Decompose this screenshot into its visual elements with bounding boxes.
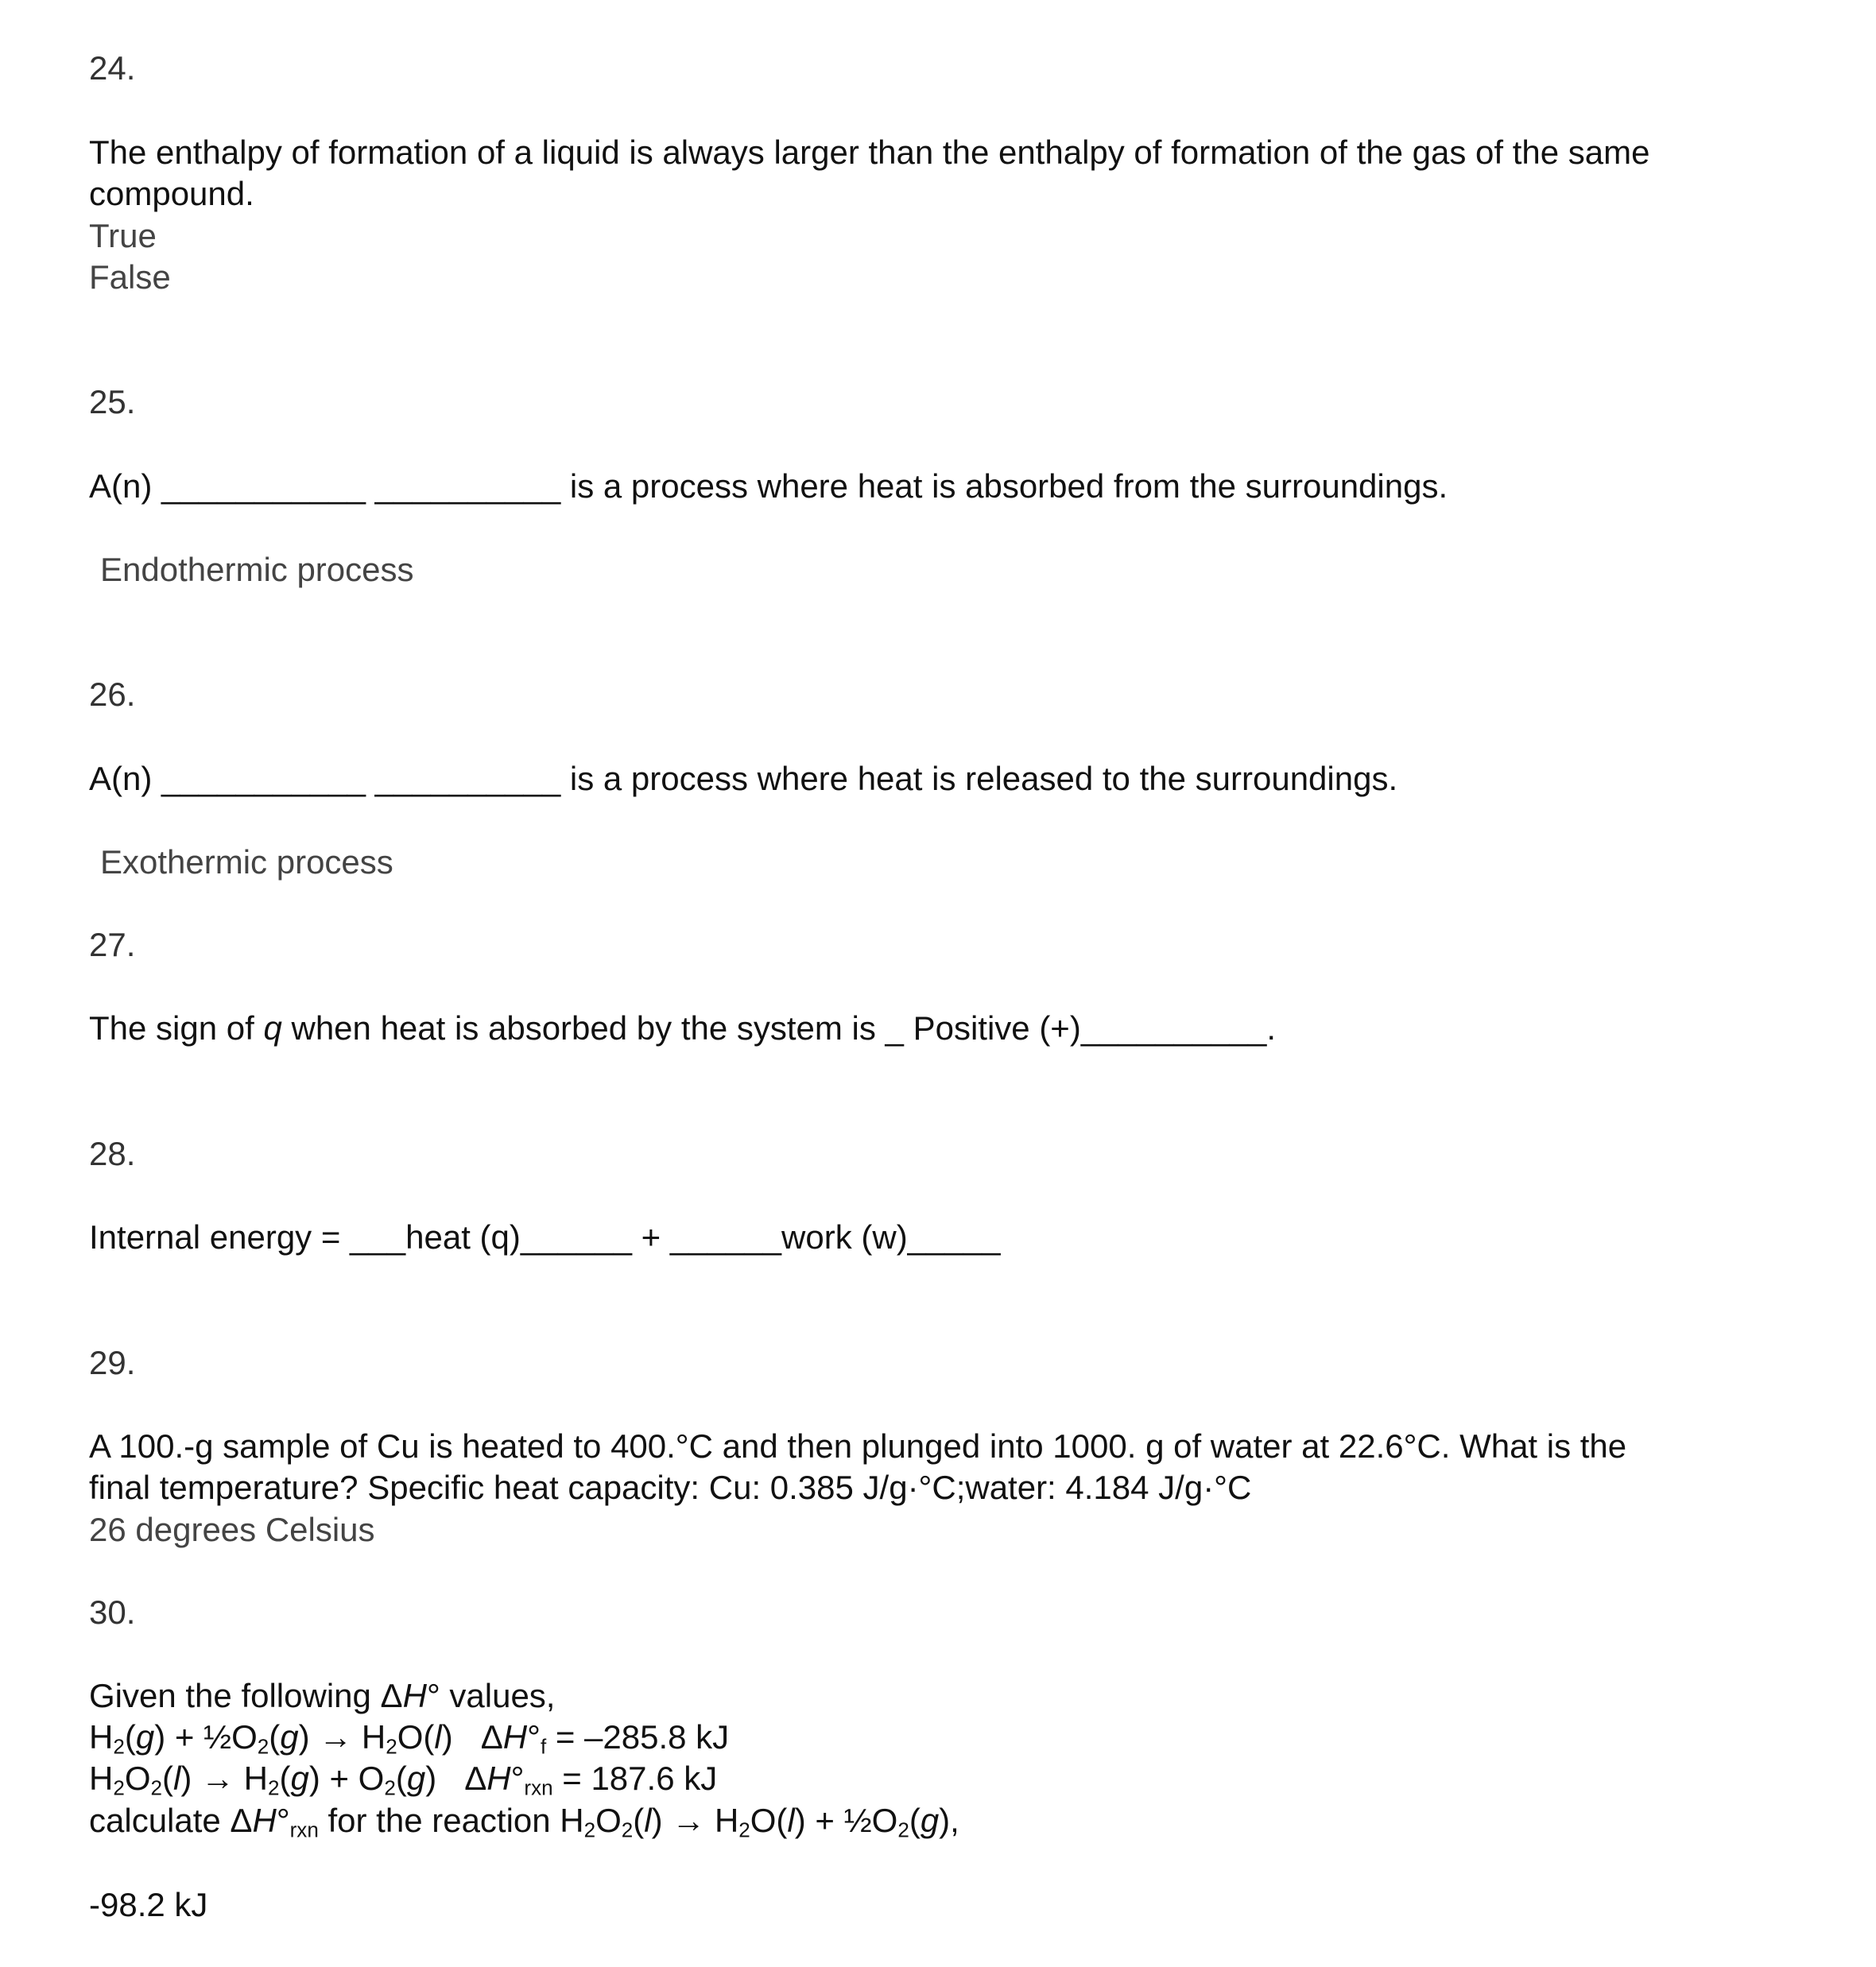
question-30-number: 30. (89, 1593, 136, 1631)
equation-text: ) + ½O (794, 1802, 898, 1839)
italic-symbol: l (644, 1802, 652, 1839)
italic-symbol: g (406, 1760, 426, 1797)
subscript: 2 (113, 1775, 125, 1800)
subscript: 2 (621, 1818, 634, 1842)
q27-variable: q (263, 1009, 282, 1047)
equation-text: ° values, (426, 1677, 556, 1714)
equation-text: ( (161, 1760, 173, 1797)
option-false[interactable]: False (89, 258, 171, 296)
equation-text: ) + O (308, 1760, 385, 1797)
equation-text: = –285.8 kJ (546, 1718, 730, 1756)
equation-text: = 187.6 kJ (552, 1760, 718, 1797)
subscript: 2 (267, 1775, 280, 1800)
question-28-number: 28. (89, 1135, 136, 1172)
question-30-line-4 (89, 1800, 959, 1851)
question-26-text: A(n) ___________ __________ is a process where heat is released to the surroundings. (89, 760, 1398, 797)
equation-text: ( (633, 1802, 645, 1839)
question-29-text-cont: final temperature? Specific heat capacity: Cu: 0.385 J/g·°C;water: 4.184 J/g·°C (89, 1469, 1252, 1506)
question-27-number: 27. (89, 926, 136, 963)
subscript: 2 (384, 1775, 396, 1800)
subscript: rxn (289, 1818, 319, 1842)
equation-text: for the reaction H (318, 1802, 584, 1839)
italic-symbol: H (402, 1677, 427, 1714)
equation-text: O( (397, 1718, 435, 1756)
subscript: 2 (738, 1818, 750, 1842)
equation-text: ( (124, 1718, 136, 1756)
italic-symbol: H (486, 1760, 511, 1797)
subscript: 2 (386, 1734, 397, 1759)
italic-symbol: l (787, 1802, 795, 1839)
italic-symbol: g (290, 1760, 309, 1797)
equation-text: ) Δ (425, 1760, 487, 1797)
italic-symbol: l (434, 1718, 442, 1756)
italic-symbol: l (172, 1760, 181, 1797)
question-27-text (89, 1008, 1276, 1049)
question-30-answer: -98.2 kJ (89, 1886, 208, 1923)
italic-symbol: H (502, 1718, 528, 1756)
subscript: 2 (113, 1734, 125, 1759)
question-28-text: Internal energy = ___heat (q)______ + ______work (w)_____ (89, 1218, 1001, 1256)
equation-text: H (89, 1760, 114, 1797)
option-true[interactable]: True (89, 217, 157, 254)
subscript: rxn (524, 1775, 553, 1800)
question-25-answer: Endothermic process (100, 551, 414, 588)
italic-symbol: H (252, 1802, 277, 1839)
subscript: 2 (897, 1818, 909, 1842)
equation-text: ( (279, 1760, 291, 1797)
subscript: f (540, 1734, 547, 1759)
q27-after: when heat is absorbed by the system is _ Positive (+)__________. (281, 1009, 1277, 1047)
equation-text: ), (939, 1802, 959, 1839)
equation-text: ) Δ (441, 1718, 503, 1756)
equation-text: ( (395, 1760, 407, 1797)
equation-text: ( (909, 1802, 921, 1839)
question-30-line-1 (89, 1675, 555, 1717)
question-24-text: The enthalpy of formation of a liquid is always larger than the enthalpy of formation of the gas of the same (89, 134, 1650, 171)
equation-text: calculate Δ (89, 1802, 253, 1839)
equation-text: O (124, 1760, 151, 1797)
italic-symbol: g (135, 1718, 155, 1756)
question-25-number: 25. (89, 383, 136, 420)
equation-text: H (89, 1718, 114, 1756)
equation-text: O( (750, 1802, 788, 1839)
equation-text: ( (269, 1718, 281, 1756)
question-26-number: 26. (89, 676, 136, 713)
equation-text: ) + ½O (154, 1718, 258, 1756)
q27-before: The sign of (89, 1009, 264, 1047)
subscript: 2 (150, 1775, 162, 1800)
equation-text: ° (510, 1760, 525, 1797)
equation-text: ° (276, 1802, 290, 1839)
question-26-answer: Exothermic process (100, 843, 393, 881)
subscript: 2 (257, 1734, 269, 1759)
equation-text: O (595, 1802, 622, 1839)
equation-text: ) → H (651, 1802, 739, 1839)
question-29-number: 29. (89, 1344, 136, 1381)
question-29-text: A 100.-g sample of Cu is heated to 400.°C and then plunged into 1000. g of water at 22.6°C. What is the (89, 1427, 1627, 1465)
question-24-text-cont: compound. (89, 175, 254, 212)
question-29-answer: 26 degrees Celsius (89, 1511, 375, 1548)
italic-symbol: g (920, 1802, 940, 1839)
subscript: 2 (583, 1818, 596, 1842)
equation-text: ° (527, 1718, 541, 1756)
italic-symbol: g (280, 1718, 299, 1756)
equation-text: Given the following Δ (89, 1677, 403, 1714)
question-24-number: 24. (89, 49, 136, 87)
equation-text: ) → H (298, 1718, 386, 1756)
equation-text: ) → H (180, 1760, 268, 1797)
question-25-text: A(n) ___________ __________ is a process where heat is absorbed from the surroundings. (89, 467, 1448, 505)
